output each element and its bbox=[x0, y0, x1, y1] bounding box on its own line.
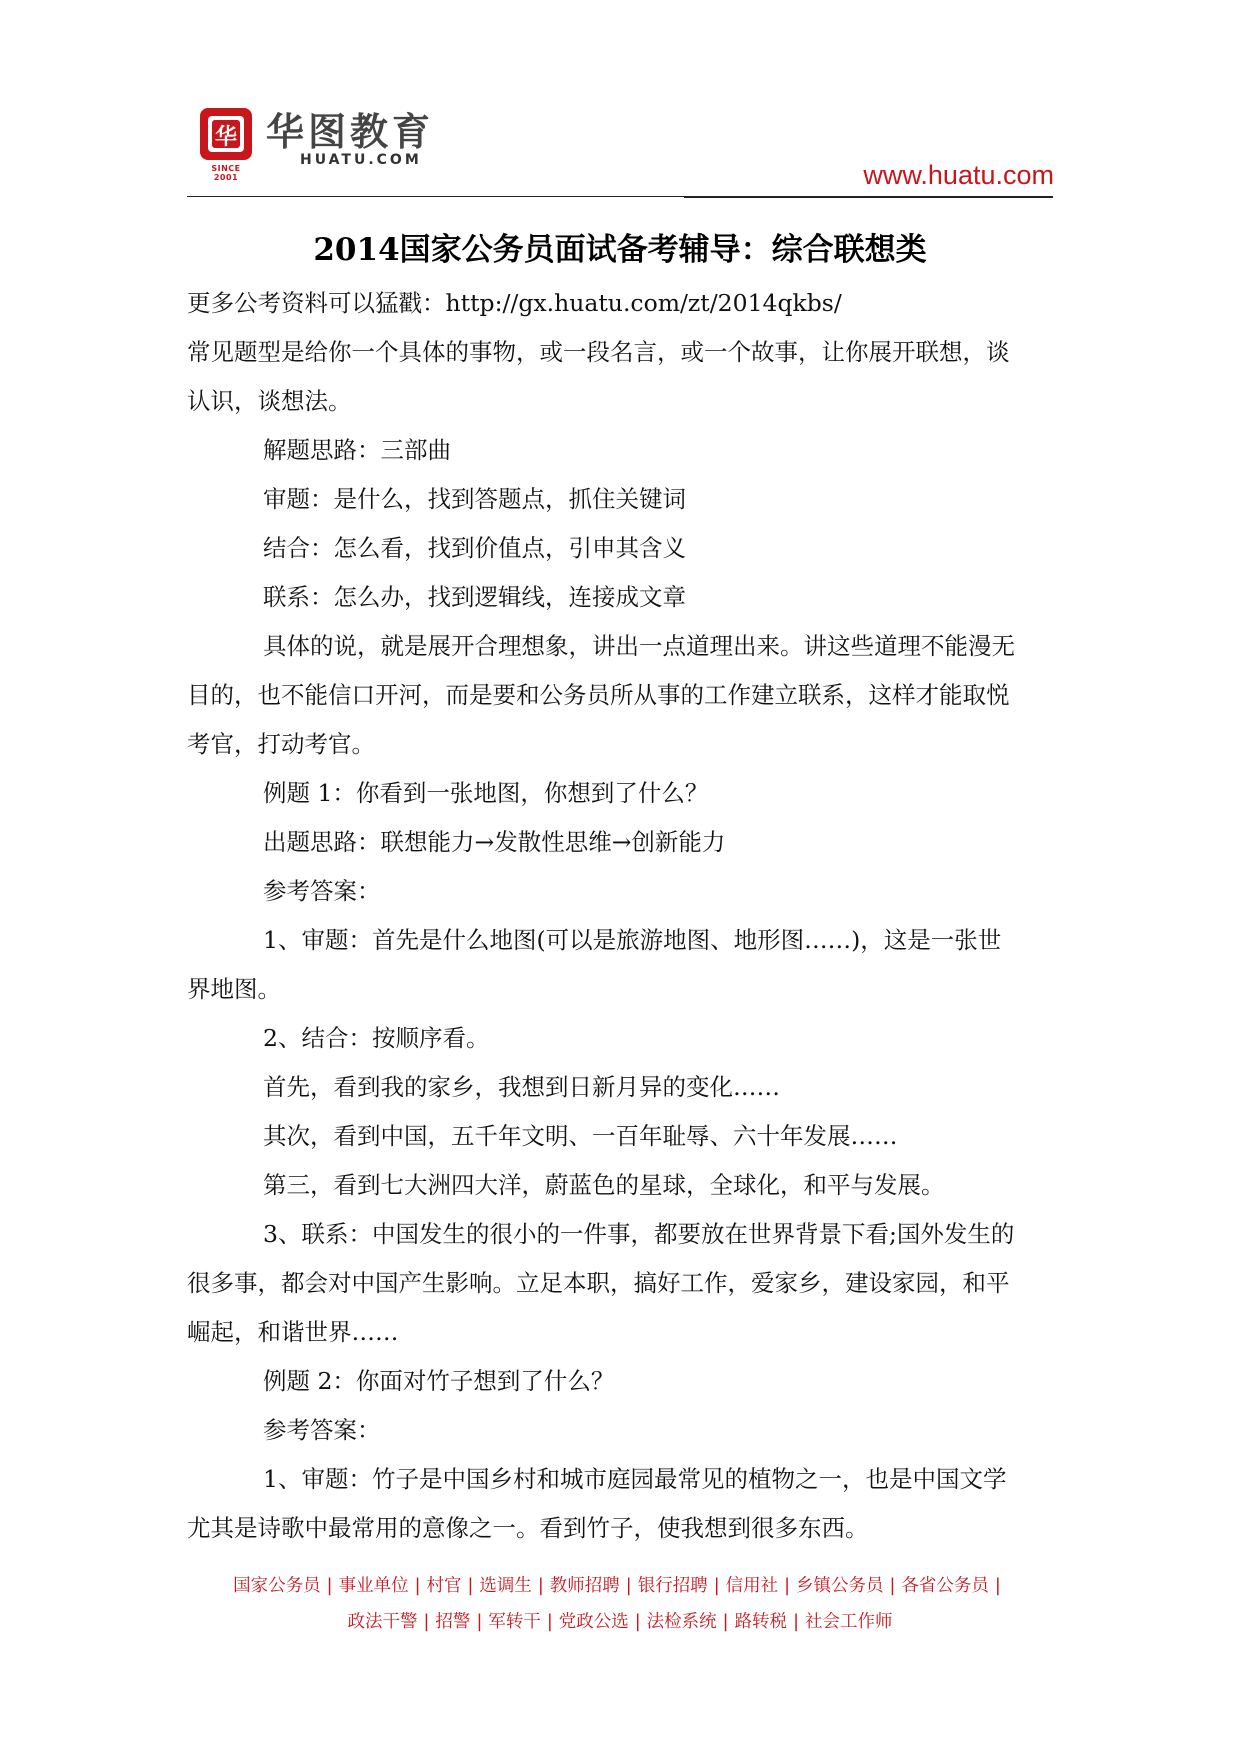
separator: | bbox=[994, 1576, 1001, 1596]
answer-line: 首先，看到我的家乡，我想到日新月异的变化…… bbox=[263, 1073, 780, 1101]
logo-english-name: HUATU.COM bbox=[300, 152, 422, 168]
answer-line: 崛起，和谐世界…… bbox=[187, 1318, 399, 1346]
footer-link-military-transfer[interactable]: 军转干 bbox=[488, 1612, 541, 1632]
logo-chinese-name: 华图教育 bbox=[266, 110, 435, 154]
answer-line: 第三，看到七大洲四大洋，蔚蓝色的星球，全球化，和平与发展。 bbox=[263, 1171, 945, 1199]
separator: | bbox=[326, 1576, 333, 1596]
separator: | bbox=[423, 1612, 430, 1632]
footer-link-public-institution[interactable]: 事业单位 bbox=[338, 1576, 409, 1596]
footer-link-township-civil-servant[interactable]: 乡镇公务员 bbox=[796, 1576, 884, 1596]
footer-row-2 bbox=[187, 1604, 1053, 1640]
footer-link-social-worker[interactable]: 社会工作师 bbox=[804, 1612, 893, 1632]
answer-line: 3、联系：中国发生的很小的一件事，都要放在世界背景下看;国外发生的 bbox=[263, 1220, 1015, 1248]
reference-answer-label: 参考答案： bbox=[263, 1416, 381, 1444]
separator: | bbox=[625, 1576, 632, 1596]
more-resources-link[interactable]: 更多公考资料可以猛戳：http://gx.huatu.com/zt/2014qkbs/ bbox=[187, 289, 842, 317]
footer-link-village-official[interactable]: 村官 bbox=[426, 1576, 462, 1596]
site-url-link[interactable]: www.huatu.com bbox=[863, 160, 1054, 190]
footer-link-law-system[interactable]: 法检系统 bbox=[646, 1612, 717, 1632]
logo-mark-glyph: 华 bbox=[214, 125, 238, 150]
separator: | bbox=[414, 1576, 421, 1596]
paragraph-line: 目的，也不能信口开河，而是要和公务员所从事的工作建立联系，这样才能取悦 bbox=[187, 681, 1010, 709]
paragraph-line: 考官，打动考官。 bbox=[187, 730, 375, 758]
huatu-logo-mark-icon bbox=[198, 106, 254, 182]
footer-link-selected-graduate[interactable]: 选调生 bbox=[479, 1576, 532, 1596]
logo-since-text: SINCE 2001 bbox=[211, 164, 241, 182]
footer-link-party-selection[interactable]: 党政公选 bbox=[558, 1612, 629, 1632]
paragraph-line: 认识，谈想法。 bbox=[187, 387, 352, 415]
separator: | bbox=[476, 1612, 483, 1632]
document-title: 2014国家公务员面试备考辅导：综合联想类 bbox=[313, 232, 927, 268]
text-line: 常见题型是给你一个具体的事物，或一段名言，或一个故事，让你展开联想，谈 bbox=[187, 338, 1010, 366]
answer-line: 1、审题：竹子是中国乡村和城市庭园最常见的植物之一，也是中国文学 bbox=[263, 1465, 1007, 1493]
separator: | bbox=[784, 1576, 791, 1596]
paragraph-line: 具体的说，就是展开合理想象，讲出一点道理出来。讲这些道理不能漫无 bbox=[263, 632, 1015, 660]
separator: | bbox=[537, 1576, 544, 1596]
footer-link-provincial-civil-servant[interactable]: 各省公务员 bbox=[901, 1576, 989, 1596]
example-1-idea: 出题思路：联想能力→发散性思维→创新能力 bbox=[263, 828, 726, 856]
footer-link-bank-recruitment[interactable]: 银行招聘 bbox=[637, 1576, 708, 1596]
answer-line: 很多事，都会对中国产生影响。立足本职，搞好工作，爱家乡，建设家园，和平 bbox=[187, 1269, 1010, 1297]
separator: | bbox=[546, 1612, 553, 1632]
document-body bbox=[187, 279, 1053, 1553]
step-combine: 结合：怎么看，找到价值点，引申其含义 bbox=[263, 534, 686, 562]
example-1-question: 例题 1：你看到一张地图，你想到了什么？ bbox=[263, 779, 709, 807]
separator: | bbox=[793, 1612, 799, 1632]
footer-link-teacher-recruitment[interactable]: 教师招聘 bbox=[549, 1576, 620, 1596]
footer-row-1 bbox=[187, 1568, 1053, 1604]
footer-link-credit-union[interactable]: 信用社 bbox=[725, 1576, 779, 1596]
header-divider-accent bbox=[684, 197, 1053, 198]
answer-line: 1、审题：首先是什么地图(可以是旅游地图、地形图……)，这是一张世 bbox=[263, 926, 1002, 954]
step-connect: 联系：怎么办，找到逻辑线，连接成文章 bbox=[263, 583, 686, 611]
paragraph-line bbox=[187, 328, 1053, 377]
footer-link-national-civil-servant[interactable]: 国家公务员 bbox=[233, 1576, 321, 1596]
separator: | bbox=[467, 1576, 474, 1596]
huatu-logo bbox=[198, 106, 435, 182]
separator: | bbox=[889, 1576, 896, 1596]
footer-link-political-legal-police[interactable]: 政法干警 bbox=[347, 1612, 418, 1632]
answer-line: 尤其是诗歌中最常用的意像之一。看到竹子，使我想到很多东西。 bbox=[187, 1514, 869, 1542]
answer-line: 界地图。 bbox=[187, 975, 281, 1003]
separator: | bbox=[634, 1612, 641, 1632]
separator: | bbox=[722, 1612, 729, 1632]
footer-link-road-to-tax[interactable]: 路转税 bbox=[734, 1612, 788, 1632]
separator: | bbox=[713, 1576, 720, 1596]
answer-line: 2、结合：按顺序看。 bbox=[263, 1024, 490, 1052]
footer-link-police-recruitment[interactable]: 招警 bbox=[435, 1612, 471, 1632]
answer-line: 其次，看到中国，五千年文明、一百年耻辱、六十年发展…… bbox=[263, 1122, 898, 1150]
steps-heading: 解题思路：三部曲 bbox=[263, 436, 451, 464]
example-2-question: 例题 2：你面对竹子想到了什么？ bbox=[263, 1367, 615, 1395]
step-review: 审题：是什么，找到答题点，抓住关键词 bbox=[263, 485, 686, 513]
reference-answer-label: 参考答案： bbox=[263, 877, 381, 905]
footer-links bbox=[187, 1568, 1053, 1640]
